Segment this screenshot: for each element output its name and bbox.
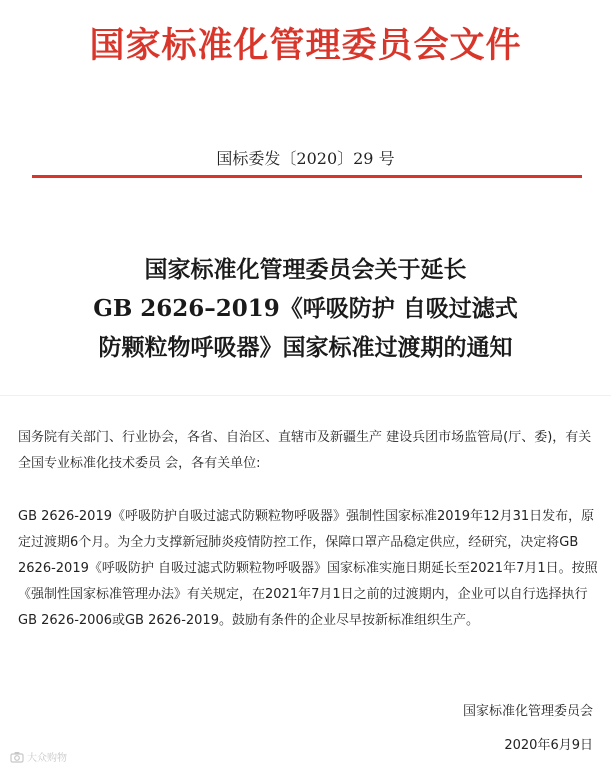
salutation-paragraph: 国务院有关部门、行业协会，各省、自治区、直辖市及新疆生产 建设兵团市场监管局(厅、委)，有关全国专业标准化技术委员 会，各有关单位: xyxy=(18,430,592,471)
camera-icon xyxy=(10,751,24,763)
document-number: 国标委发〔2020〕29 号 xyxy=(216,149,395,168)
letterhead-title: 国家标准化管理委员会文件 xyxy=(89,25,522,66)
notice-title-line-1: 国家标准化管理委员会关于延长 xyxy=(144,256,467,283)
red-divider-line xyxy=(32,175,582,178)
scan-divider xyxy=(0,395,611,396)
body-paragraph: GB 2626-2019《呼吸防护自吸过滤式防颗粒物呼吸器》强制性国家标准2019年12月31日发布，原定过渡期6个月。为全力支撑新冠肺炎疫情防控工作，保障口罩产品稳定供应，经研究，决定将GB 2626-2019《呼吸防护 自吸过滤式防颗粒物呼吸器》国家标准实施日期延长至2021年7月1日。按照《强制性国家标准管理办法》有关规定，在2021年7月1日之前的过渡期内，企业可以自行选择执行GB 2626-2006或GB 2626-2019。鼓励有条件的企业尽早按新标准组织生产。 xyxy=(18,509,598,628)
notice-title-line-3: 防颗粒物呼吸器》国家标准过渡期的通知 xyxy=(98,334,513,361)
watermark xyxy=(10,749,67,764)
issue-date: 2020年6月9日 xyxy=(504,738,593,753)
notice-title-line-2: GB 2626–2019《呼吸防护 自吸过滤式 xyxy=(93,295,518,322)
issuer-signature: 国家标准化管理委员会 xyxy=(462,704,593,719)
notice-title xyxy=(0,250,611,367)
watermark-text: 大众购物 xyxy=(27,753,67,764)
